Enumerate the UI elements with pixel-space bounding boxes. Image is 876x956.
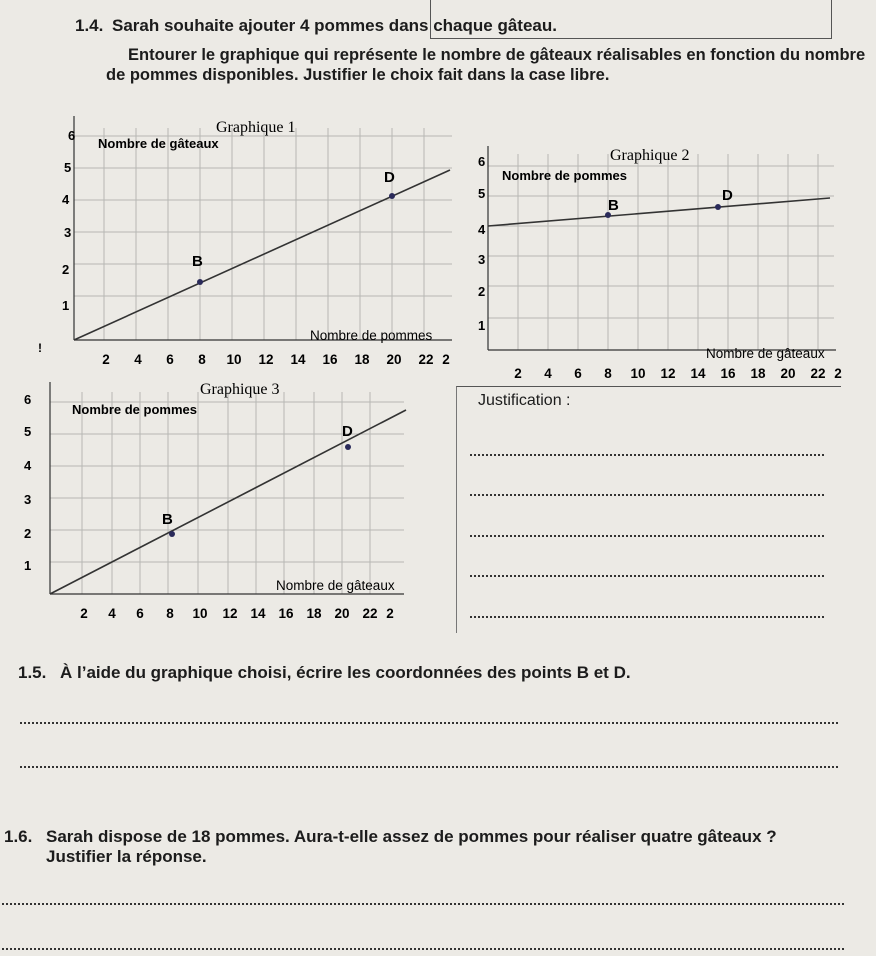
graph1-xtick-2: 2 xyxy=(102,352,110,367)
question-1-6-instruction: Justifier la réponse. xyxy=(46,847,207,866)
graph3-y-label: Nombre de pommes xyxy=(72,402,197,417)
graph2-point-d xyxy=(715,204,721,210)
graph2-xtick-cut: 2 xyxy=(834,366,842,381)
justification-box[interactable] xyxy=(456,386,841,633)
graph3-point-b-label: B xyxy=(162,511,173,528)
graph2-ytick-4: 4 xyxy=(478,222,486,237)
graph1-y-label: Nombre de gâteaux xyxy=(98,136,219,151)
graph2-xtick-22: 22 xyxy=(810,366,826,381)
graph1-xtick-18: 18 xyxy=(354,352,370,367)
justification-line-3[interactable] xyxy=(470,535,824,537)
graph2-grid xyxy=(488,154,834,350)
graph3-xtick-6: 6 xyxy=(136,606,144,621)
graph1-ytick-1: 1 xyxy=(62,298,70,313)
graph1-ytick-2: 2 xyxy=(62,262,70,277)
question-number-1-4: 1.4. xyxy=(75,16,104,35)
answer-line-1-6-a[interactable] xyxy=(2,903,844,905)
graph1-xtick-12: 12 xyxy=(258,352,274,367)
graph1-xtick-14: 14 xyxy=(290,352,306,367)
graph2-ytick-5: 5 xyxy=(478,186,486,201)
graph2-xticks xyxy=(514,366,842,381)
question-1-5-statement: À l’aide du graphique choisi, écrire les coordonnées des points B et D. xyxy=(60,663,631,682)
graph3-xtick-10: 10 xyxy=(192,606,208,621)
graph2-line xyxy=(488,198,830,226)
graph2-ytick-2: 2 xyxy=(478,284,486,299)
graph1-ytick-3: 3 xyxy=(64,225,72,240)
graph3-xtick-2: 2 xyxy=(80,606,88,621)
graph3-ytick-3: 3 xyxy=(24,492,32,507)
graphique-3[interactable] xyxy=(12,374,442,634)
graph3-ytick-2: 2 xyxy=(24,526,32,541)
graph2-ytick-6: 6 xyxy=(478,154,486,169)
graph1-point-b xyxy=(197,279,203,285)
graph3-xticks xyxy=(80,606,394,621)
graph3-point-d-label: D xyxy=(342,423,353,440)
graph2-xtick-16: 16 xyxy=(720,366,736,381)
graph3-xtick-cut: 2 xyxy=(386,606,394,621)
answer-line-1-5-a[interactable] xyxy=(20,722,838,724)
graph2-xtick-14: 14 xyxy=(690,366,706,381)
graph3-xtick-22: 22 xyxy=(362,606,378,621)
graph2-x-label: Nombre de gâteaux xyxy=(706,346,825,361)
justification-line-1[interactable] xyxy=(470,454,824,456)
question-1-4-instruction-line2: de pommes disponibles. Justifier le choix fait dans la case libre. xyxy=(106,66,610,84)
graph2-xtick-20: 20 xyxy=(780,366,796,381)
justification-line-2[interactable] xyxy=(470,494,824,496)
graph1-xtick-8: 8 xyxy=(198,352,206,367)
graph1-ytick-5: 5 xyxy=(64,160,72,175)
answer-line-1-6-b[interactable] xyxy=(2,948,844,950)
graph3-xtick-4: 4 xyxy=(108,606,116,621)
answer-line-1-5-b[interactable] xyxy=(20,766,838,768)
graph2-xtick-6: 6 xyxy=(574,366,582,381)
graph1-xticks xyxy=(102,352,450,367)
graphique-2[interactable] xyxy=(466,138,844,390)
graph1-xtick-16: 16 xyxy=(322,352,338,367)
graph3-xtick-8: 8 xyxy=(166,606,174,621)
graph3-ytick-1: 1 xyxy=(24,558,32,573)
graph3-xtick-12: 12 xyxy=(222,606,238,621)
graph1-title: Graphique 1 xyxy=(216,119,296,136)
graph1-ytick-6: 6 xyxy=(68,128,76,143)
graph3-title: Graphique 3 xyxy=(200,381,280,398)
justification-label: Justification : xyxy=(478,392,571,409)
graphique-1[interactable] xyxy=(34,108,454,380)
justification-line-5[interactable] xyxy=(470,616,824,618)
graph1-point-d-label: D xyxy=(384,169,395,186)
graph2-xtick-18: 18 xyxy=(750,366,766,381)
graph1-xtick-4: 4 xyxy=(134,352,142,367)
graph3-point-b xyxy=(169,531,175,537)
graph2-ytick-1: 1 xyxy=(478,318,486,333)
graph2-point-b-label: B xyxy=(608,197,619,214)
graph1-grid xyxy=(74,128,452,340)
graph3-ytick-5: 5 xyxy=(24,424,32,439)
question-1-4-statement: Sarah souhaite ajouter 4 pommes dans chaque gâteau. xyxy=(112,16,557,35)
graph2-xtick-2: 2 xyxy=(514,366,522,381)
graph1-xtick-20: 20 xyxy=(386,352,402,367)
graph1-xtick-6: 6 xyxy=(166,352,174,367)
graph2-xtick-10: 10 xyxy=(630,366,646,381)
graph3-x-label: Nombre de gâteaux xyxy=(276,578,395,593)
graph2-point-d-label: D xyxy=(722,187,733,204)
graph3-xtick-18: 18 xyxy=(306,606,322,621)
graph1-x-label: Nombre de pommes xyxy=(310,328,433,343)
graph3-xtick-16: 16 xyxy=(278,606,294,621)
graph3-xtick-20: 20 xyxy=(334,606,350,621)
graph2-y-label: Nombre de pommes xyxy=(502,168,627,183)
graph3-ytick-4: 4 xyxy=(24,458,32,473)
graph2-xtick-12: 12 xyxy=(660,366,676,381)
graph2-ytick-3: 3 xyxy=(478,252,486,267)
question-number-1-6: 1.6. xyxy=(4,827,33,846)
graph3-xtick-14: 14 xyxy=(250,606,266,621)
graph3-ytick-6: 6 xyxy=(24,392,32,407)
justification-line-4[interactable] xyxy=(470,575,824,577)
graph1-point-d xyxy=(389,193,395,199)
graph2-xtick-8: 8 xyxy=(604,366,612,381)
graph1-origin-mark: ! xyxy=(38,341,42,355)
graph2-title: Graphique 2 xyxy=(610,147,690,164)
graph3-point-d xyxy=(345,444,351,450)
graph1-ytick-4: 4 xyxy=(62,192,70,207)
graph1-xtick-10: 10 xyxy=(226,352,242,367)
graph1-xtick-22: 22 xyxy=(418,352,434,367)
question-1-6-statement: Sarah dispose de 18 pommes. Aura-t-elle assez de pommes pour réaliser quatre gâteaux ? xyxy=(46,827,777,846)
question-number-1-5: 1.5. xyxy=(18,663,47,682)
graph1-point-b-label: B xyxy=(192,253,203,270)
question-1-4-instruction-line1: Entourer le graphique qui représente le nombre de gâteaux réalisables en fonction du nombre xyxy=(128,46,866,64)
graph2-xtick-4: 4 xyxy=(544,366,552,381)
graph1-xtick-cut: 2 xyxy=(442,352,450,367)
